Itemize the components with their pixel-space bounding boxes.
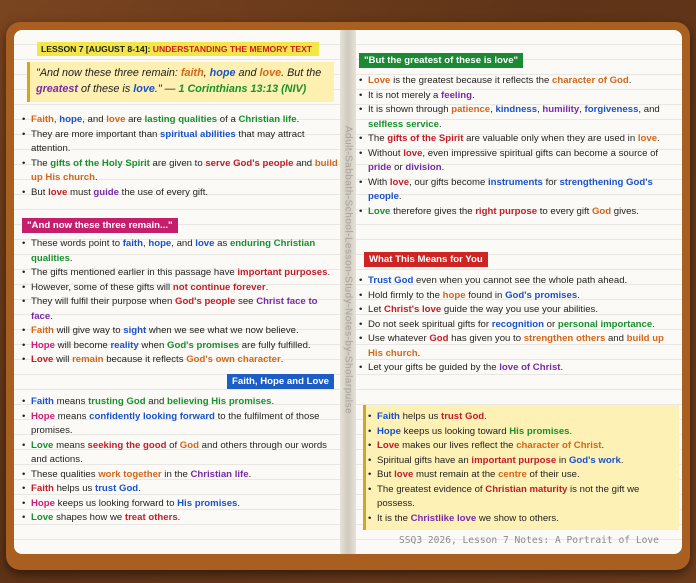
list-item	[22, 281, 338, 296]
text-fragment: But	[377, 469, 395, 480]
text-fragment: God's promises	[167, 339, 240, 351]
text-fragment: .	[138, 483, 141, 494]
text-fragment: Hold firmly to the	[368, 289, 443, 301]
text-fragment: His promises	[177, 497, 238, 509]
text-fragment: , our gifts become	[409, 176, 488, 188]
list-item	[359, 303, 681, 318]
text-fragment: important purposes	[237, 267, 328, 278]
quote-text: and	[235, 67, 260, 79]
quote-reference: 1 Corinthians 13:13 (NIV)	[178, 83, 307, 95]
list-item	[359, 103, 681, 132]
text-fragment: seeking the good	[87, 439, 167, 451]
text-fragment: Love	[377, 440, 400, 451]
text-fragment: .	[471, 89, 475, 101]
text-fragment: .	[484, 411, 487, 422]
text-fragment: .	[327, 267, 331, 278]
remain-list	[22, 237, 338, 368]
text-fragment: Faith	[31, 396, 54, 407]
text-fragment: God	[429, 333, 449, 344]
text-fragment: The gifts mentioned earlier in this passage have	[31, 267, 238, 278]
section-heading-remain: "And now these three remain..."	[22, 218, 178, 233]
text-fragment: Love	[31, 354, 54, 365]
text-fragment: love	[389, 176, 410, 188]
text-fragment: love	[195, 238, 215, 249]
text-fragment: or	[391, 162, 406, 173]
text-fragment: spiritual abilities	[160, 128, 236, 140]
text-fragment: gives.	[611, 205, 639, 217]
list-item	[22, 128, 338, 157]
text-fragment: ,	[143, 238, 149, 249]
text-fragment: God's own character	[186, 354, 281, 365]
text-fragment: love	[637, 133, 658, 144]
quote-hope: hope	[209, 67, 236, 79]
text-fragment: .	[620, 454, 624, 466]
text-fragment: hope	[148, 238, 172, 249]
text-fragment: character of God	[552, 75, 629, 86]
text-fragment: Faith	[377, 411, 400, 422]
quote-text: ." —	[154, 83, 179, 95]
text-fragment: confidently looking forward	[89, 410, 215, 422]
text-fragment: of a	[217, 114, 239, 125]
text-fragment: build up His church	[31, 157, 338, 183]
list-item	[359, 74, 681, 89]
text-fragment: of their use.	[526, 469, 580, 480]
text-fragment: see	[235, 296, 257, 307]
text-fragment: Without	[368, 147, 404, 159]
text-fragment: in the	[161, 468, 191, 480]
text-fragment: .	[560, 362, 564, 373]
text-fragment: The	[31, 157, 51, 169]
list-item	[22, 468, 338, 483]
text-fragment: is not the gift we possess.	[377, 483, 640, 509]
text-fragment: Christlike love	[410, 512, 477, 524]
text-fragment: for	[542, 176, 560, 188]
text-fragment: build up His church	[368, 333, 664, 359]
text-fragment: , even impressive spiritual gifts can become a source of	[422, 147, 659, 159]
quote-faith: faith	[180, 67, 204, 79]
section-heading-means: What This Means for You	[364, 252, 488, 267]
text-fragment: must remain at the	[413, 469, 499, 480]
text-fragment: guide the way you use your abilities.	[441, 304, 599, 315]
text-fragment: of	[166, 439, 180, 451]
text-fragment: These qualities	[31, 468, 99, 480]
text-fragment: guide	[93, 186, 119, 198]
text-fragment: pride	[368, 162, 392, 173]
text-fragment: division	[405, 162, 442, 173]
text-fragment: .	[248, 468, 252, 480]
text-fragment: not continue forever	[172, 281, 266, 293]
text-fragment: .	[69, 252, 73, 264]
text-fragment: His promises	[509, 425, 570, 437]
text-fragment: believing His promises	[166, 396, 272, 407]
text-fragment: will	[53, 354, 73, 365]
text-fragment: .	[438, 118, 442, 130]
text-fragment: trust God	[95, 483, 139, 494]
text-fragment: .	[652, 318, 655, 330]
page-footer: SSQ3 2026, Lesson 7 Notes: A Portrait of Love	[399, 535, 659, 546]
list-item	[22, 497, 338, 512]
quote-greatest: greatest	[36, 83, 79, 95]
text-fragment: Spiritual gifts have an	[377, 454, 472, 466]
text-fragment: important purpose	[471, 454, 557, 466]
text-fragment: Use whatever	[368, 333, 430, 344]
text-fragment: are	[125, 114, 145, 125]
spine-text: Adult-Sabbath-School-Lesson-Study-Notes-by-Sholarpulse	[342, 125, 354, 415]
list-item	[22, 353, 338, 368]
text-fragment: remain	[72, 354, 104, 365]
text-fragment: instruments	[487, 176, 543, 188]
text-fragment: will become	[54, 339, 111, 351]
list-item	[22, 511, 338, 526]
text-fragment: selfless service	[368, 118, 439, 130]
text-fragment: Christian life	[190, 468, 249, 480]
list-item	[22, 439, 338, 468]
text-fragment: love	[403, 147, 423, 159]
text-fragment: we show to others.	[476, 512, 559, 524]
text-fragment: means	[53, 396, 89, 407]
text-fragment: and	[145, 396, 167, 407]
text-fragment: gifts of the Spirit	[387, 133, 464, 144]
list-item	[359, 361, 681, 376]
text-fragment: lasting qualities	[144, 114, 218, 125]
list-item	[368, 410, 674, 425]
text-fragment: .	[417, 347, 421, 359]
list-item	[359, 147, 681, 176]
list-item	[368, 512, 674, 527]
text-fragment: , and	[638, 104, 660, 115]
text-fragment: means	[53, 439, 88, 451]
text-fragment: These words point to	[31, 238, 123, 249]
quote-love: love	[133, 83, 155, 95]
text-fragment: serve God's people	[205, 157, 294, 169]
text-fragment: because it reflects	[103, 354, 187, 365]
text-fragment: found in	[465, 289, 506, 301]
intro-list	[22, 113, 338, 200]
summary-list	[368, 410, 674, 526]
text-fragment: hope	[442, 289, 466, 301]
text-fragment: as	[214, 238, 230, 249]
list-item	[368, 439, 674, 454]
list-item	[359, 274, 681, 289]
text-fragment: trusting God	[88, 396, 146, 407]
list-item	[22, 324, 338, 339]
text-fragment: Hope	[377, 425, 401, 437]
text-fragment: centre	[498, 469, 527, 480]
text-fragment: Faith	[31, 483, 54, 494]
text-fragment: when	[138, 339, 167, 351]
text-fragment: reality	[110, 339, 139, 351]
memory-text: "And now these three remain:	[36, 67, 181, 79]
list-item	[22, 186, 338, 201]
text-fragment: work together	[98, 468, 162, 480]
text-fragment: ,	[579, 104, 585, 115]
list-item	[22, 482, 338, 497]
memory-text-quote	[27, 62, 334, 102]
text-fragment: patience	[451, 104, 491, 115]
text-fragment: Hope	[31, 497, 55, 509]
list-item	[359, 318, 681, 333]
text-fragment: .	[441, 162, 445, 173]
text-fragment: .	[601, 440, 605, 451]
text-fragment: .	[628, 75, 632, 86]
text-fragment: trust God	[441, 411, 485, 422]
text-fragment: .	[657, 133, 660, 144]
list-item	[22, 395, 338, 410]
text-fragment: even when you cannot see the whole path ahead.	[413, 275, 628, 286]
text-fragment: treat others	[124, 512, 178, 523]
text-fragment: when we see what we now believe.	[146, 325, 299, 336]
list-item	[22, 295, 338, 324]
text-fragment: hope	[59, 114, 83, 125]
text-fragment: ,	[53, 114, 60, 125]
text-fragment: God's promises	[505, 289, 578, 301]
text-fragment: It is not merely a	[368, 89, 442, 101]
text-fragment: will give way to	[53, 325, 124, 336]
text-fragment: , and	[82, 114, 107, 125]
list-item	[22, 157, 338, 186]
text-fragment: character of Christ	[516, 440, 602, 451]
section-heading-fhl: Faith, Hope and Love	[227, 374, 334, 389]
list-item	[359, 332, 681, 361]
text-fragment: ,	[537, 104, 543, 115]
text-fragment: .	[569, 425, 573, 437]
text-fragment: faith	[122, 238, 143, 249]
text-fragment: .	[577, 289, 580, 301]
text-fragment: .	[94, 172, 98, 183]
text-fragment: love	[48, 186, 68, 198]
quote-text: . But the	[281, 67, 322, 79]
text-fragment: right purpose	[475, 205, 538, 217]
lesson-number: LESSON 7 [AUGUST 8-14]:	[41, 44, 153, 54]
text-fragment: It is shown through	[368, 104, 452, 115]
text-fragment: Christian maturity	[485, 483, 568, 495]
text-fragment: Love	[368, 75, 391, 86]
text-fragment: recognition	[491, 318, 544, 330]
text-fragment: feeling	[441, 89, 472, 101]
list-item	[22, 113, 338, 128]
text-fragment: to the fulfilment of those promises.	[31, 410, 320, 436]
text-fragment: the use of every gift.	[119, 186, 209, 198]
text-fragment: Let your gifts be guided by the	[368, 362, 500, 373]
list-item	[359, 176, 681, 205]
fhl-list	[22, 395, 338, 526]
text-fragment: keeps us looking toward	[400, 425, 510, 437]
list-item	[22, 410, 338, 439]
lesson-heading: UNDERSTANDING THE MEMORY TEXT	[152, 44, 313, 54]
text-fragment: .	[177, 512, 181, 523]
text-fragment: sight	[123, 325, 147, 336]
text-fragment: But	[31, 186, 49, 198]
text-fragment: Hope	[31, 339, 55, 351]
text-fragment: Love	[31, 439, 54, 451]
text-fragment: ,	[490, 104, 496, 115]
text-fragment: Let	[368, 304, 385, 315]
text-fragment: Christ face to face	[31, 296, 318, 322]
text-fragment: They will fulfil their purpose when	[31, 296, 175, 307]
text-fragment: God's people	[174, 296, 236, 307]
text-fragment: Faith	[31, 114, 54, 125]
text-fragment: helps us	[399, 411, 441, 422]
text-fragment: strengthen others	[523, 333, 606, 344]
text-fragment: forgiveness	[584, 104, 639, 115]
text-fragment: makes our lives reflect the	[399, 440, 517, 451]
list-item	[22, 266, 338, 281]
quote-text: ,	[203, 67, 210, 79]
text-fragment: or	[543, 318, 558, 330]
text-fragment: .	[50, 310, 53, 322]
text-fragment: Christ's love	[384, 304, 442, 315]
text-fragment: .	[237, 497, 241, 509]
text-fragment: The greatest evidence of	[377, 483, 486, 495]
text-fragment: God	[591, 205, 612, 217]
text-fragment: Faith	[31, 325, 54, 336]
text-fragment: and	[293, 157, 315, 169]
text-fragment: Hope	[31, 410, 55, 422]
section-heading-greatest: "But the greatest of these is love"	[359, 53, 523, 68]
text-fragment: in	[556, 454, 569, 466]
list-item	[359, 89, 681, 104]
text-fragment: They are more important than	[31, 128, 161, 140]
text-fragment: are fully fulfilled.	[239, 339, 311, 351]
text-fragment: humility	[542, 104, 580, 115]
text-fragment: The	[368, 133, 388, 144]
list-item	[368, 468, 674, 483]
lesson-title	[37, 42, 319, 56]
text-fragment: .	[271, 396, 275, 407]
list-item	[359, 289, 681, 304]
text-fragment: Trust God	[368, 275, 414, 286]
text-fragment: However, some of these gifts will	[31, 281, 173, 293]
list-item	[368, 483, 674, 512]
text-fragment: and others through our words and actions.	[31, 439, 327, 465]
text-fragment: love of Christ	[499, 362, 561, 373]
text-fragment: love	[394, 469, 414, 480]
text-fragment: enduring Christian qualities	[31, 238, 316, 264]
text-fragment: is the greatest because it reflects the	[390, 75, 552, 86]
text-fragment: .	[296, 114, 300, 125]
text-fragment: strengthening God's people	[368, 176, 653, 202]
text-fragment: are given to	[149, 157, 206, 169]
text-fragment: shapes how we	[53, 512, 125, 523]
list-item	[368, 425, 674, 440]
text-fragment: must	[67, 186, 94, 198]
text-fragment: It is the	[377, 512, 411, 524]
text-fragment: helps us	[53, 483, 95, 494]
text-fragment: personal importance	[557, 318, 653, 330]
text-fragment: has given you to	[448, 333, 524, 344]
text-fragment: .	[265, 281, 269, 293]
text-fragment: gifts of the Holy Spirit	[50, 157, 150, 169]
list-item	[22, 237, 338, 266]
list-item	[359, 205, 681, 220]
list-item	[368, 454, 674, 469]
text-fragment: love	[106, 114, 126, 125]
text-fragment: .	[398, 191, 402, 202]
text-fragment: keeps us looking forward to	[54, 497, 178, 509]
text-fragment: Christian life	[238, 114, 297, 125]
text-fragment: kindness	[495, 104, 538, 115]
text-fragment: that may attract attention.	[31, 128, 305, 154]
text-fragment: God	[179, 439, 199, 451]
list-item	[22, 339, 338, 354]
text-fragment: , and	[171, 238, 196, 249]
quote-text: of these is	[78, 83, 134, 95]
text-fragment: Love	[31, 512, 54, 523]
text-fragment: Do not seek spiritual gifts for	[368, 318, 492, 330]
text-fragment: means	[54, 410, 90, 422]
text-fragment: .	[280, 354, 284, 365]
list-item	[359, 132, 681, 147]
greatest-list	[359, 74, 681, 219]
text-fragment: God's work	[568, 454, 621, 466]
text-fragment: and	[605, 333, 627, 344]
text-fragment: to every gift	[537, 205, 592, 217]
text-fragment: With	[368, 176, 390, 188]
means-list	[359, 274, 681, 376]
text-fragment: therefore gives the	[390, 205, 476, 217]
text-fragment: Love	[368, 205, 391, 217]
quote-love: love	[259, 67, 282, 79]
text-fragment: are valuable only when they are used in	[463, 133, 638, 144]
